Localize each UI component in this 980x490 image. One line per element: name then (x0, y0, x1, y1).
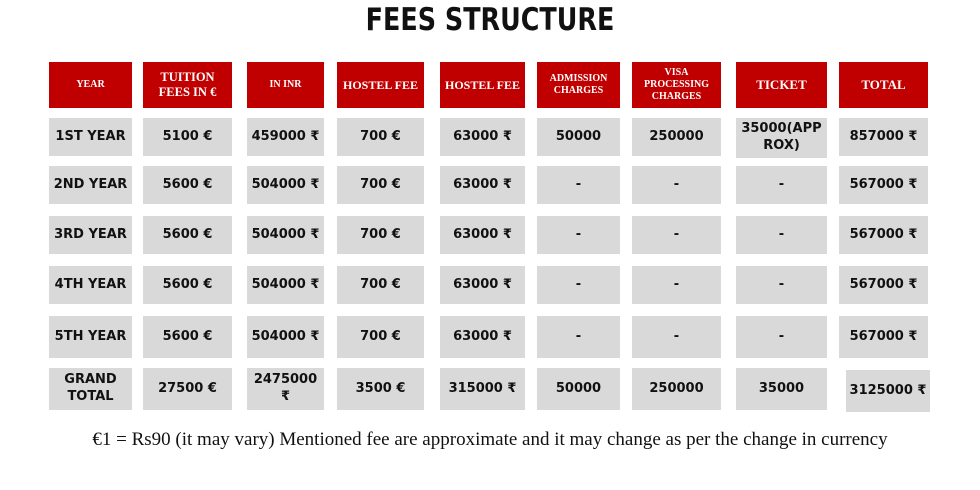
cell-tuition-inr: 504000 ₹ (247, 266, 324, 304)
cell-total: 567000 ₹ (839, 166, 928, 204)
cell-ticket: - (736, 316, 827, 358)
cell-visa: - (632, 316, 721, 358)
currency-note: €1 = Rs90 (it may vary) Mentioned fee are approximate and it may change as per the change in currency (92, 429, 888, 450)
cell-tuition-inr: 504000 ₹ (247, 216, 324, 254)
cell-hostel-eur: 700 € (337, 316, 424, 358)
cell-year: 4TH YEAR (49, 266, 132, 304)
cell-tuition-eur: 5600 € (143, 216, 232, 254)
cell-year: 3RD YEAR (49, 216, 132, 254)
cell-hostel-eur: 3500 € (337, 368, 424, 410)
cell-total: 3125000 ₹ (846, 370, 930, 412)
cell-tuition-inr: 2475000 ₹ (247, 368, 324, 410)
cell-hostel-eur: 700 € (337, 118, 424, 156)
header-admission-charges: ADMISSION CHARGES (537, 62, 620, 108)
cell-admission: - (537, 216, 620, 254)
header-year: YEAR (49, 62, 132, 108)
cell-hostel-eur: 700 € (337, 266, 424, 304)
cell-admission: 50000 (537, 368, 620, 410)
header-in-inr: IN INR (247, 62, 324, 108)
cell-hostel-eur: 700 € (337, 166, 424, 204)
cell-admission: - (537, 316, 620, 358)
cell-year: 5TH YEAR (49, 316, 132, 358)
cell-total: 567000 ₹ (839, 316, 928, 358)
cell-hostel-inr: 63000 ₹ (440, 266, 525, 304)
header-tuition-fees: TUITION FEES IN € (143, 62, 232, 108)
cell-total: 567000 ₹ (839, 216, 928, 254)
cell-ticket: - (736, 216, 827, 254)
cell-visa: - (632, 266, 721, 304)
page-title: FEES STRUCTURE (365, 2, 615, 38)
cell-tuition-eur: 27500 € (143, 368, 232, 410)
cell-tuition-eur: 5600 € (143, 316, 232, 358)
cell-ticket: 35000 (736, 368, 827, 410)
cell-admission: 50000 (537, 118, 620, 156)
cell-total: 567000 ₹ (839, 266, 928, 304)
cell-year: GRAND TOTAL (49, 368, 132, 410)
cell-total: 857000 ₹ (839, 118, 928, 156)
header-total: TOTAL (839, 62, 928, 108)
cell-admission: - (537, 266, 620, 304)
cell-hostel-inr: 63000 ₹ (440, 216, 525, 254)
cell-visa: - (632, 166, 721, 204)
cell-visa: 250000 (632, 368, 721, 410)
header-ticket: TICKET (736, 62, 827, 108)
cell-tuition-inr: 504000 ₹ (247, 166, 324, 204)
cell-tuition-eur: 5100 € (143, 118, 232, 156)
cell-year: 2ND YEAR (49, 166, 132, 204)
cell-ticket: - (736, 166, 827, 204)
cell-year: 1ST YEAR (49, 118, 132, 156)
cell-hostel-inr: 63000 ₹ (440, 166, 525, 204)
cell-visa: - (632, 216, 721, 254)
cell-tuition-inr: 504000 ₹ (247, 316, 324, 358)
cell-visa: 250000 (632, 118, 721, 156)
cell-ticket: 35000(APPROX) (736, 118, 827, 158)
header-hostel-fee-eur: HOSTEL FEE (337, 62, 424, 108)
cell-tuition-inr: 459000 ₹ (247, 118, 324, 156)
cell-tuition-eur: 5600 € (143, 166, 232, 204)
cell-hostel-inr: 63000 ₹ (440, 118, 525, 156)
cell-tuition-eur: 5600 € (143, 266, 232, 304)
cell-hostel-inr: 315000 ₹ (440, 368, 525, 410)
cell-ticket: - (736, 266, 827, 304)
cell-hostel-eur: 700 € (337, 216, 424, 254)
cell-hostel-inr: 63000 ₹ (440, 316, 525, 358)
header-visa-processing-charges: VISA PROCESSING CHARGES (632, 62, 721, 108)
header-hostel-fee-inr: HOSTEL FEE (440, 62, 525, 108)
cell-admission: - (537, 166, 620, 204)
